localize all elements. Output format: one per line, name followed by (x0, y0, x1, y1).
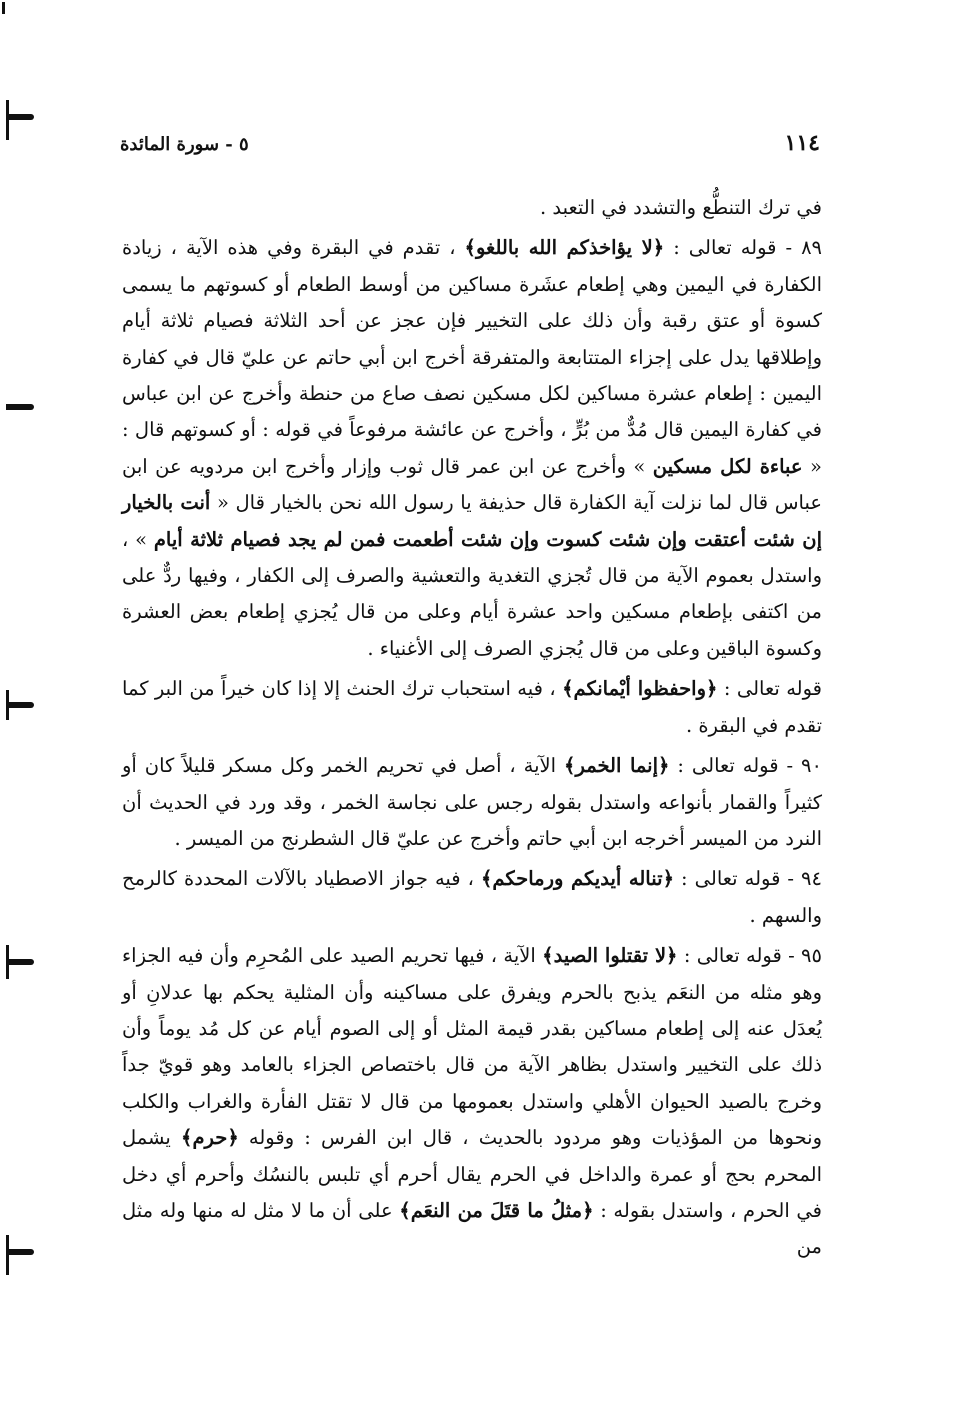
body-text: قوله تعالى : (717, 677, 822, 701)
body-text: » ، واستدل بعموم الآية من قال تُجزي التغدية والتعشية والصرف إلى الكفار ، وفيها ردٌّ على من اكتفى بإطعام مسكين واحد عشرة أيام وعلى من قال يُجزي إطعام بعض العشرة وكسوة الباقين وعلى من قال يُجزي الصرف إلى الأغنياء . (122, 527, 822, 660)
binding-mark (0, 1235, 34, 1249)
page-number: ١١٤ (784, 130, 820, 156)
body-text: ، فيه جواز الاصطياد بالآلات المحددة كالرمح والسهم . (122, 867, 822, 927)
body-text: ٩٥ - قوله تعالى : (677, 944, 822, 968)
paragraph (122, 190, 822, 226)
body-text: » وأخرج عن ابن عمر قال ثوب وإزار وأخرج ابن مردويه عن ابن عباس قال لما نزلت آية الكفارة قال حذيفة يا رسول الله نحن بالخيار قال « (122, 454, 823, 515)
binding-mark (0, 945, 34, 959)
binding-mark (0, 690, 34, 704)
body-text: ، تقدم في البقرة وفي هذه الآية ، زيادة الكفارة في اليمين وهي إطعام عشَرة مساكين من أوسط الطعام أو كسوتهم ما يسمى كسوة أو عتق رقبة وأن ذلك على التخيير فإن عجز عن أحد الثلاثة فصيام ثلاثة أيام وإطلاقها يدل على إجزاء المتتابعة والمتفرقة أخرج ابن أبي حاتم عن عليّ قال في كفارة اليمين : إطعام عشرة مساكين لكل مسكين نصف صاع من حنطة وأخرج عن ابن عباس في كفارة اليمين قال مُدٌّ من بُرٍّ ، وأخرج عن عائشة مرفوعاً في قوله : أو كسوتهم قال : « (122, 236, 822, 478)
text-body (122, 190, 822, 1270)
paragraph (122, 671, 822, 744)
corner-mark (2, 2, 5, 14)
quoted-text: ﴿تناله أيديكم ورماحكم﴾ (480, 867, 674, 891)
paragraph (122, 230, 822, 667)
page-header (120, 130, 820, 170)
binding-mark (0, 392, 34, 406)
paragraph (122, 861, 822, 934)
paragraph (122, 938, 822, 1266)
quoted-text: ﴿مثلُ ما قتَلَ من النعَم﴾ (399, 1198, 594, 1222)
running-title: ٥ - سورة المائدة (120, 134, 249, 155)
quoted-text: ﴿حرم﴾ (181, 1126, 239, 1150)
binding-mark (0, 100, 34, 114)
quoted-text: ﴿لا يؤاخذكم الله باللغو﴾ (464, 236, 665, 260)
quoted-text: ﴿إنما الخمر﴾ (564, 754, 670, 778)
quoted-text: عباءة لكل مسكين (652, 454, 803, 478)
body-text: ٩٤ - قوله تعالى : (674, 867, 822, 891)
body-text: الآية ، فيها تحريم الصيد على المُحرِم وأن فيه الجزاء وهو مثله من النعَم يذبح بالحرم ويفرق على مساكينه وأن المثلية يحكم بها عدلانِ أو يُعدَل عنه إلى إطعام مساكين بقدر قيمة المثل أو إلى الصوم أيام عن كل مُد يوماً وأن ذلك على التخيير واستدل بظاهر الآية من قال باختصاص الجزاء بالعامد وهو قويّ جداً وخرج بالصيد الحيوان الأهلي واستدل بعمومها من قال لا تقتل الفأرة والغراب والكلب ونحوها من المؤذيات وهو مردود بالحديث ، قال ابن الفرس : وقوله (122, 944, 822, 1150)
paragraph (122, 748, 822, 857)
body-text: يشمل المحرم بحج أو عمرة والداخل في الحرم يقال أحرم أي تلبس بالنسُك وأحرم أي دخل في الحرم ، واستدل بقوله : (122, 1126, 822, 1222)
quoted-text: أنت بالخيار إن شئت أعتقت وإن شئت كسوت وإن شئت أطعمت فمن لم يجد فصيام ثلاثة أيام (122, 491, 823, 551)
body-text: ، فيه استحباب ترك الحنث إلا إذا كان خيراً من البر كما تقدم في البقرة . (122, 677, 822, 737)
quoted-text: ﴿لا تقتلوا الصيد﴾ (542, 944, 678, 968)
quoted-text: ﴿واحفظوا أيْمانكم﴾ (562, 677, 718, 701)
body-text: ٩٠ - قوله تعالى : (669, 754, 822, 778)
body-text: على أن ما لا مثل له منها وله مثل من (122, 1198, 822, 1259)
body-text: في ترك التنطُّع والتشدد في التعبد . (539, 196, 822, 219)
body-text: الآية ، أصل في تحريم الخمر وكل مسكر قليلاً كان أو كثيراً والقمار بأنواعه واستدل بقوله رجس على نجاسة الخمر ، وقد ورد في الحديث أن النرد من الميسر أخرجه ابن أبي حاتم وأخرج عن عليّ قال الشطرنج من الميسر . (122, 754, 822, 850)
body-text: ٨٩ - قوله تعالى : (664, 236, 823, 260)
